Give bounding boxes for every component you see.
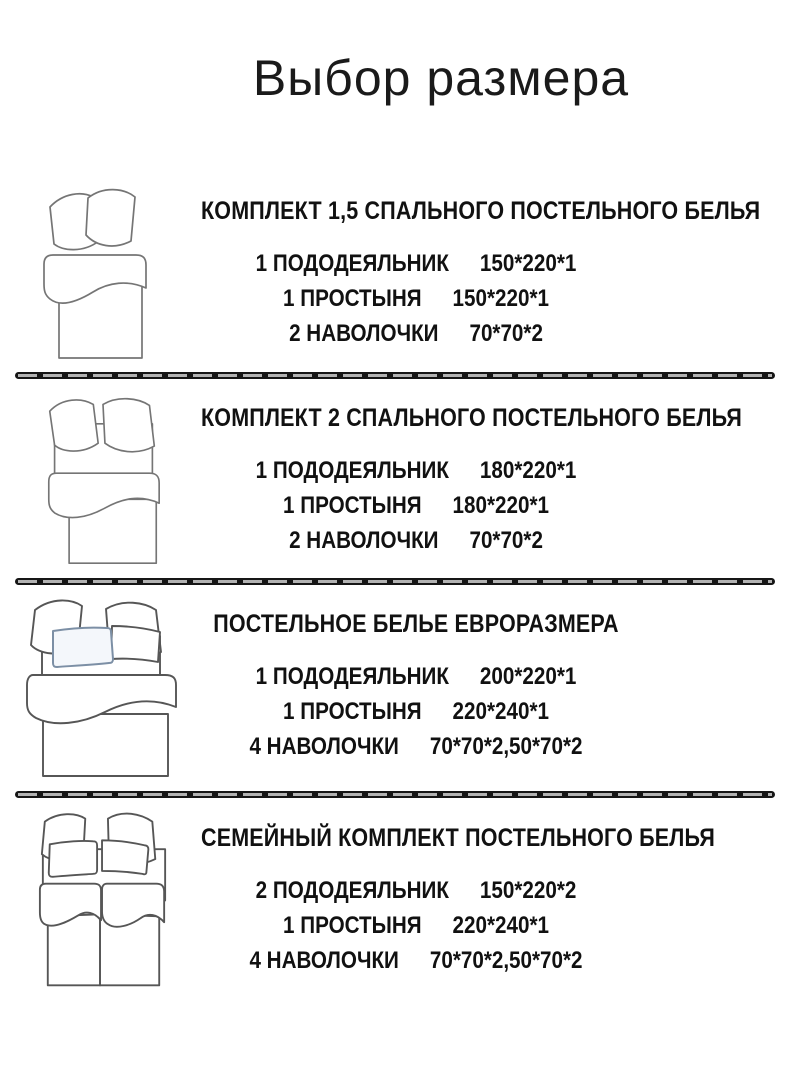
set-item-row xyxy=(201,943,631,978)
set-item-row xyxy=(201,873,631,908)
set-item-row xyxy=(201,453,631,488)
item-label: 4 НАВОЛОЧКИ xyxy=(249,732,399,760)
item-label: 2 НАВОЛОЧКИ xyxy=(289,319,439,347)
item-label: 2 ПОДОДЕЯЛЬНИК xyxy=(255,876,449,904)
pillow xyxy=(50,400,98,451)
set-description xyxy=(201,596,631,764)
set-description xyxy=(201,810,715,978)
family-bed-illustration xyxy=(32,811,175,990)
item-label: 1 ПРОСТЫНЯ xyxy=(283,697,422,725)
item-label: 1 ПРОСТЫНЯ xyxy=(283,911,422,939)
item-label: 1 ПОДОДЕЯЛЬНИК xyxy=(255,456,449,484)
dashed-separator xyxy=(15,791,775,798)
item-size: 70*70*2 xyxy=(469,319,543,347)
set-item-row xyxy=(201,729,631,764)
double-bed-icon xyxy=(42,390,164,568)
set-item-row xyxy=(201,523,631,558)
set-header: КОМПЛЕКТ 1,5 СПАЛЬНОГО ПОСТЕЛЬНОГО БЕЛЬЯ xyxy=(201,197,761,225)
set-description xyxy=(201,390,743,558)
item-size: 220*240*1 xyxy=(452,911,549,939)
pillow-small xyxy=(49,841,97,877)
item-size: 200*220*1 xyxy=(479,662,577,690)
family-bed-icon xyxy=(32,811,175,990)
pillow-small-accent xyxy=(53,628,113,667)
set-header: КОМПЛЕКТ 2 СПАЛЬНОГО ПОСТЕЛЬНОГО БЕЛЬЯ xyxy=(201,404,743,432)
set-items xyxy=(201,246,631,351)
set-item-row xyxy=(201,246,631,281)
double-bed-illustration xyxy=(42,390,164,568)
item-label: 2 НАВОЛОЧКИ xyxy=(289,526,439,554)
set-item-row xyxy=(201,316,631,351)
set-items xyxy=(201,873,631,978)
item-size: 70*70*2,50*70*2 xyxy=(429,732,583,760)
set-items xyxy=(201,659,631,764)
set-description xyxy=(201,183,761,351)
item-size: 70*70*2 xyxy=(469,526,543,554)
item-size: 180*220*1 xyxy=(452,491,549,519)
item-label: 1 ПРОСТЫНЯ xyxy=(283,284,422,312)
item-label: 1 ПРОСТЫНЯ xyxy=(283,491,422,519)
pillow-small xyxy=(111,626,160,662)
item-size: 150*220*1 xyxy=(452,284,549,312)
set-item-row xyxy=(201,694,631,729)
set-item-row xyxy=(201,659,631,694)
set-header: СЕМЕЙНЫЙ КОМПЛЕКТ ПОСТЕЛЬНОГО БЕЛЬЯ xyxy=(201,824,715,852)
item-size: 150*220*2 xyxy=(479,876,577,904)
item-size: 220*240*1 xyxy=(452,697,549,725)
euro-bed-icon xyxy=(20,596,178,779)
bedding-set-section-euro xyxy=(0,596,790,784)
item-label: 1 ПОДОДЕЯЛЬНИК xyxy=(255,662,449,690)
item-label: 4 НАВОЛОЧКИ xyxy=(249,946,399,974)
item-size: 70*70*2,50*70*2 xyxy=(429,946,583,974)
euro-bed-illustration xyxy=(20,596,178,779)
bedding-set-section-family xyxy=(0,810,790,998)
set-item-row xyxy=(201,908,631,943)
item-label: 1 ПОДОДЕЯЛЬНИК xyxy=(255,249,449,277)
single-bed-illustration xyxy=(36,184,154,362)
dashed-separator xyxy=(15,578,775,585)
item-size: 180*220*1 xyxy=(479,456,577,484)
set-item-row xyxy=(201,488,631,523)
page-title: Выбор размера xyxy=(252,50,630,106)
set-item-row xyxy=(201,281,631,316)
item-size: 150*220*1 xyxy=(479,249,577,277)
bedding-set-section-2-sleeping xyxy=(0,390,790,578)
set-header: ПОСТЕЛЬНОЕ БЕЛЬЕ ЕВРОРАЗМЕРА xyxy=(213,610,619,638)
dashed-separator xyxy=(15,372,775,379)
pillow-small xyxy=(102,840,148,874)
pillow xyxy=(86,190,135,246)
bedding-set-section-1-5-sleeping xyxy=(0,183,790,371)
single-bed-icon xyxy=(36,184,154,362)
pillow xyxy=(103,399,154,452)
set-items xyxy=(201,453,631,558)
